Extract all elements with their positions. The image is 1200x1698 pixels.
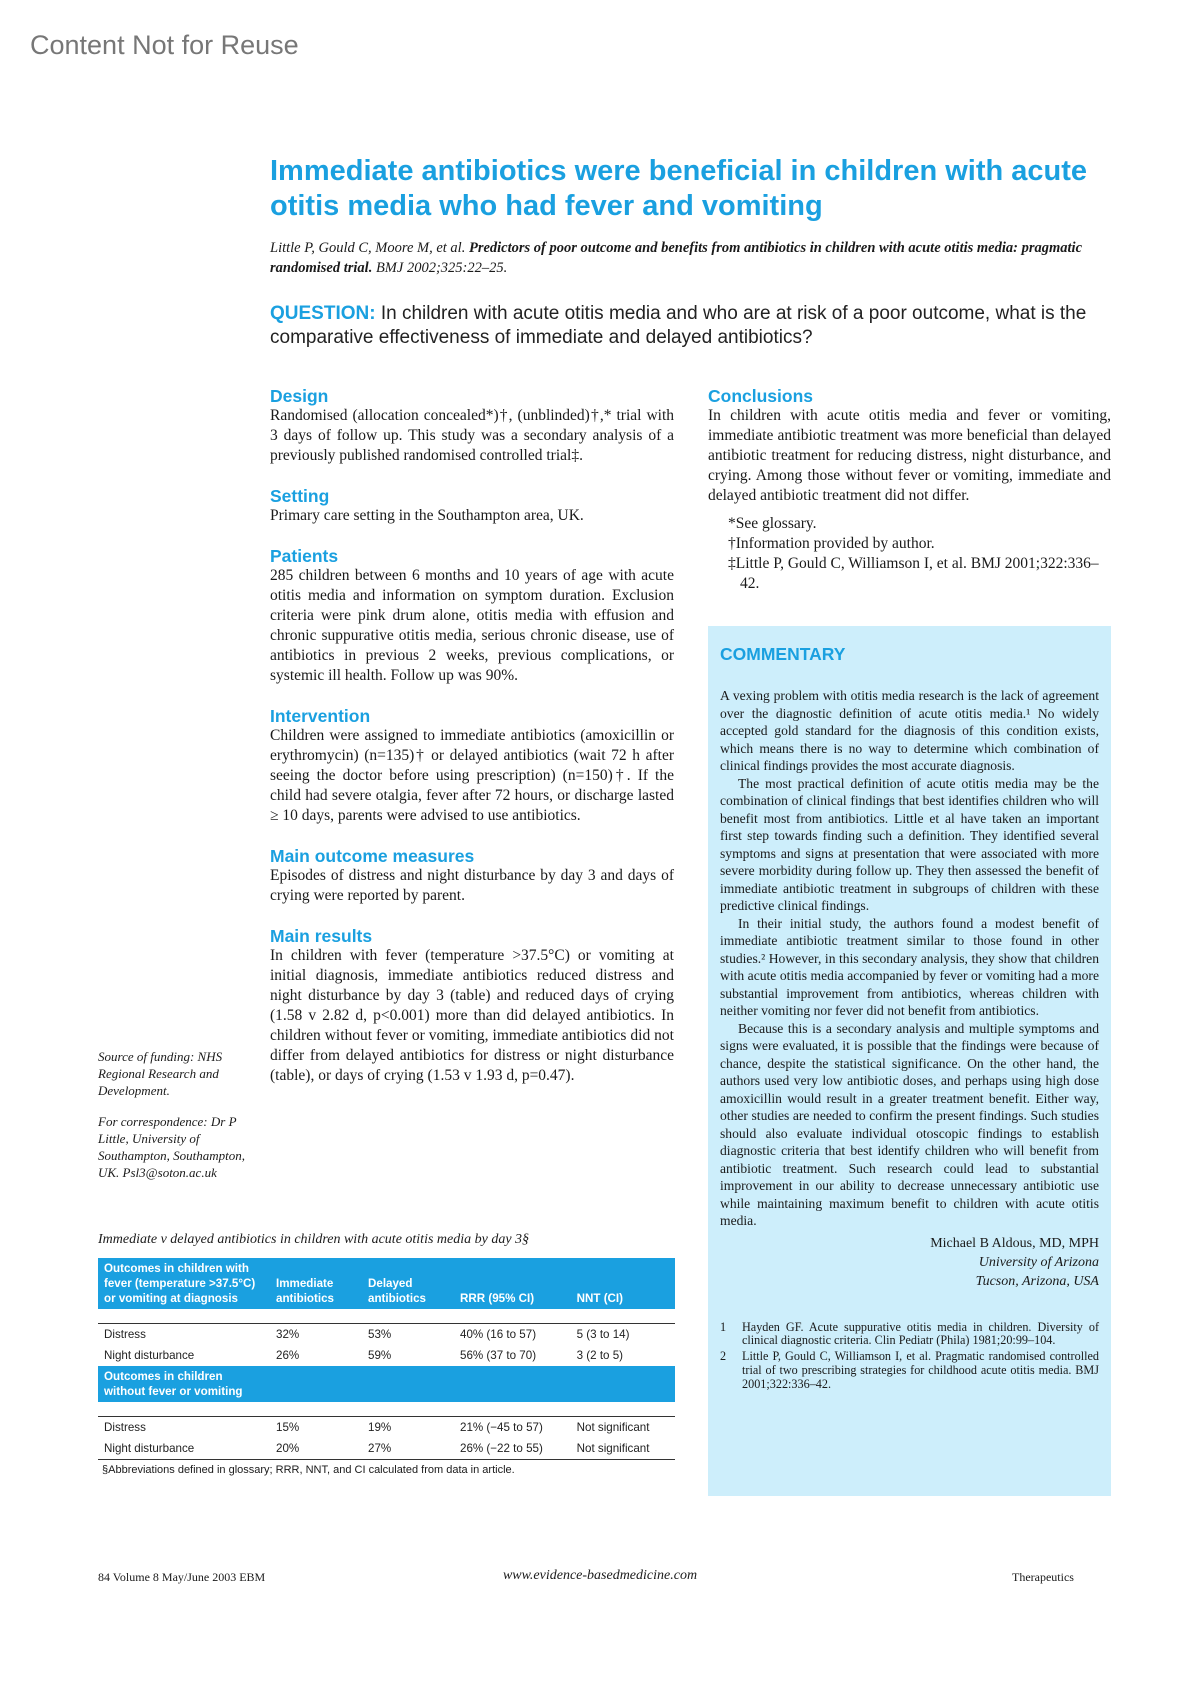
footer-section: Therapeutics	[1012, 1570, 1074, 1584]
table-cell: Distress	[98, 1324, 270, 1346]
left-column	[270, 386, 674, 1106]
author-location: Tucson, Arizona, USA	[975, 1273, 1099, 1289]
footer-website-link[interactable]: www.evidence-basedmedicine.com	[502, 1568, 698, 1583]
table-header-row	[98, 1258, 675, 1309]
table-cell: 59%	[368, 1349, 392, 1362]
table-footnote: §Abbreviations defined in glossary; RRR, NNT, and CI calculated from data in article.	[102, 1464, 515, 1476]
table-cell: 15%	[270, 1417, 362, 1439]
section-text: Episodes of distress and night disturbance by day 3 and days of crying were reported by parent.	[270, 867, 674, 904]
commentary-paragraph: A vexing problem with otitis media research is the lack of agreement over the diagnostic definition of acute otitis media.¹ No widely accepted gold standard for the diagnosis of this condition exists, which means there is no way to determine which combination of clinical findings provides the most accurate diagnosis.	[720, 688, 1099, 773]
table-group-header: Outcomes in children without fever or vomiting	[98, 1366, 270, 1402]
section-heading: Setting	[270, 486, 330, 506]
section-text: Randomised (allocation concealed*)†, (unblinded)†,* trial with 3 days of follow up. This study was a secondary analysis of a previously published randomised controlled trial‡.	[270, 407, 674, 464]
table-header-cell: Outcomes in children with fever (temperature >37.5°C) or vomiting at diagnosis	[98, 1258, 270, 1309]
table-cell: 26%	[276, 1349, 300, 1362]
section-text: In children with fever (temperature >37.5°C) or vomiting at initial diagnosis, immediate antibiotics reduced distress and night disturbance by day 3 (table) and reduced days of crying (1.58 v 2.82 d, p<0.001) more than did delayed antibiotics. In children without fever or vomiting, immediate antibiotics did not differ from delayed antibiotics for distress or night disturbance (table), or days of crying (1.53 v 1.93 d, p=0.47).	[270, 947, 674, 1084]
section-heading: Conclusions	[708, 386, 814, 406]
table-row	[98, 1417, 675, 1439]
table-group-header-row	[98, 1366, 675, 1402]
table-cell: Not significant	[571, 1417, 675, 1439]
table-header-cell: NNT (CI)	[571, 1258, 675, 1309]
reference-text: Hayden GF. Acute suppurative otitis media in children. Diversity of clinical diagnostic criteria. Clin Pediatr (Phila) 1981;20:99–104.	[742, 1319, 1099, 1348]
results-table	[98, 1258, 675, 1460]
footnote-item: *See glossary.	[728, 515, 817, 532]
commentary-paragraph: Because this is a secondary analysis and multiple symptoms and signs were evaluated, it is possible that the findings were because of chance, despite the statistical significance. On the other hand, the authors used very low antibiotic doses, and perhaps using high dose amoxicillin would result in a greater treatment benefit. Either way, other studies are needed to confirm the present findings. Such studies should also evaluate individual otoscopic findings to establish diagnostic criteria that best identify children who will benefit from antibiotic treatment. Such research could lead to substantial improvement in our ability to decrease unnecessary antibiotic use while maintaining maximum benefit to children with acute otitis media.	[720, 1020, 1099, 1228]
table-cell: 20%	[270, 1438, 362, 1460]
reference-item	[720, 1350, 1099, 1391]
table-cell: Night disturbance	[98, 1438, 270, 1460]
commentary-box	[708, 626, 1111, 1496]
section-intervention	[270, 706, 674, 826]
table-cell: 32%	[270, 1324, 362, 1346]
commentary-paragraph: The most practical definition of acute otitis media may be the combination of clinical findings that best identifies children who will benefit most from antibiotics. Little et al have taken an important first step towards finding such a definition. They identified several symptoms and signs at presentation that were associated with more severe morbidity during follow up. They then assessed the benefit of immediate antibiotic treatment in subgroups of children with these predictive clinical findings.	[720, 775, 1099, 913]
question	[270, 302, 1110, 350]
table-caption: Immediate v delayed antibiotics in children with acute otitis media by day 3§	[98, 1232, 530, 1247]
reference-number: 2	[720, 1349, 727, 1364]
section-conclusions	[708, 386, 1111, 594]
article-title: Immediate antibiotics were beneficial in children with acute otitis media who had fever and vomiting	[270, 155, 1088, 222]
correspondence-note: For correspondence: Dr P Little, University of Southampton, Southampton, UK. Psl3@soton.ac.uk	[98, 1114, 245, 1180]
table-cell: 40% (16 to 57)	[454, 1324, 571, 1346]
footnote-item: †Information provided by author.	[728, 535, 935, 552]
section-heading: Design	[270, 386, 329, 406]
right-column	[708, 386, 1111, 614]
commentary-paragraph: In their initial study, the authors found a modest benefit of immediate antibiotic treatment similar to those found in other studies.² However, in this secondary analysis, they show that children with acute otitis media accompanied by fever or vomiting had a more substantial improvement from antibiotics, whereas children with neither vomiting nor fever did not benefit from antibiotics.	[720, 915, 1099, 1018]
table-cell: 3 (2 to 5)	[576, 1349, 624, 1362]
section-heading: Main outcome measures	[270, 846, 475, 866]
section-heading: Main results	[270, 926, 373, 946]
table-cell: 26% (−22 to 55)	[454, 1438, 571, 1460]
author-institution: University of Arizona	[978, 1254, 1099, 1270]
section-setting	[270, 486, 674, 526]
table-cell: 53%	[362, 1324, 454, 1346]
table-cell: 56% (37 to 70)	[460, 1349, 537, 1362]
references-list	[720, 1321, 1099, 1392]
section-text: In children with acute otitis media and fever or vomiting, immediate antibiotic treatment was more beneficial than delayed antibiotic treatment for reducing distress, night disturbance, and crying. Among those without fever or vomiting, immediate and delayed antibiotic treatment did not differ.	[708, 407, 1111, 504]
section-text: 285 children between 6 months and 10 years of age with acute otitis media and information on symptom duration. Exclusion criteria were pink drum alone, otitis media with effusion and chronic suppurative otitis media, serious chronic disease, use of antibiotics in previous 2 weeks, previous complications, or systemic ill health. Follow up was 90%.	[270, 567, 674, 684]
table-group-header-fill	[270, 1366, 675, 1402]
section-patients	[270, 546, 674, 686]
footnote-item: ‡Little P, Gould C, Williamson I, et al. BMJ 2001;322:336–42.	[728, 555, 1099, 592]
section-text: Children were assigned to immediate antibiotics (amoxicillin or erythromycin) (n=135)† or delayed antibiotics (wait 72 h after seeing the doctor before using prescription) (n=150)†. If the child had severe otalgia, fever after 72 hours, or discharge lasted ≥ 10 days, parents were advised to use antibiotics.	[270, 727, 674, 824]
reference-text: Little P, Gould C, Williamson I, et al. Pragmatic randomised controlled trial of two prescribing strategies for childhood acute otitis media. BMJ 2001;322:336–42.	[742, 1349, 1099, 1391]
author-name: Michael B Aldous, MD, MPH	[930, 1235, 1099, 1251]
table-row	[98, 1324, 675, 1346]
table-row	[98, 1438, 675, 1460]
section-main-results	[270, 926, 674, 1086]
section-heading: Patients	[270, 546, 339, 566]
watermark: Content Not for Reuse	[30, 30, 299, 60]
table-cell: 21% (−45 to 57)	[454, 1417, 571, 1439]
table-cell: 5 (3 to 14)	[571, 1324, 675, 1346]
section-design	[270, 386, 674, 466]
table-header-cell: Immediate antibiotics	[270, 1258, 362, 1309]
commentary-heading: COMMENTARY	[720, 644, 846, 664]
citation	[270, 238, 1110, 278]
sidebar-notes	[98, 1048, 248, 1195]
reference-number: 1	[720, 1319, 727, 1334]
table-cell: Night disturbance	[104, 1349, 195, 1362]
table-header-cell: Delayed antibiotics	[362, 1258, 454, 1309]
table-row	[98, 1345, 675, 1366]
reference-item	[720, 1321, 1099, 1349]
table-cell: 19%	[362, 1417, 454, 1439]
results-table-wrap	[98, 1258, 675, 1476]
funding-note: Source of funding: NHS Regional Research and Development.	[98, 1049, 223, 1098]
footer-volume: 84 Volume 8 May/June 2003 EBM	[98, 1570, 266, 1584]
citation-journal: BMJ 2002;325:22–25.	[372, 260, 508, 276]
table-cell: 27%	[362, 1438, 454, 1460]
table-header-cell: RRR (95% CI)	[454, 1258, 571, 1309]
footnotes-list	[708, 514, 1111, 594]
table-cell: Distress	[98, 1417, 270, 1439]
citation-article-title: Predictors of poor outcome and benefits from antibiotics in children with acute otitis media: pragmatic randomised trial.	[270, 240, 1083, 276]
table-cell: Not significant	[571, 1438, 675, 1460]
citation-authors: Little P, Gould C, Moore M, et al.	[270, 240, 469, 256]
question-text: In children with acute otitis media and who are at risk of a poor outcome, what is the comparative effectiveness of immediate and delayed antibiotics?	[270, 303, 1087, 348]
section-text: Primary care setting in the Southampton area, UK.	[270, 507, 584, 524]
commentary-author	[720, 1234, 1099, 1291]
question-label: QUESTION:	[270, 303, 376, 324]
section-heading: Intervention	[270, 706, 371, 726]
section-main-outcome-measures	[270, 846, 674, 906]
